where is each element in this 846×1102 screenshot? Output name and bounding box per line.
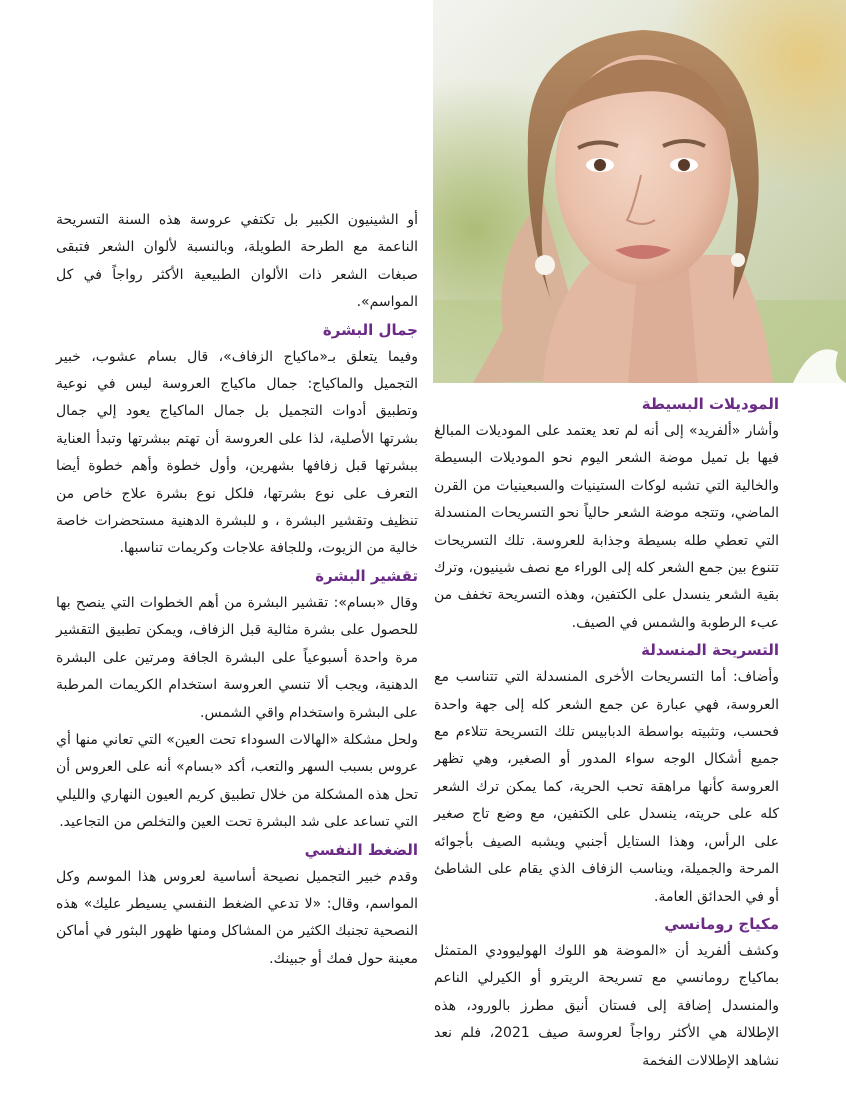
heading-skin-exfoliation: تقشير البشرة <box>315 566 418 585</box>
heading-stress: الضغط النفسي <box>304 840 418 859</box>
dark-circles-paragraph: ولحل مشكلة «الهالات السوداء تحت العين» التي تعاني منها أي عروس بسبب السهر والتعب، أكد «بسام» أنه على العروس أن تحل هذه المشكلة من خلال تطبيق كريم العيون النهاري والليلي التي تساعد على شد البشرة تحت العين والتخلص من التجاعيد. <box>56 731 418 831</box>
exfoliation-paragraph: وقال «بسام»: تقشير البشرة من أهم الخطوات التي ينصح بها للحصول على بشرة مثالية قبل الزفاف، ويمكن تطبيق التقشير مرة واحدة أسبوعياً على البشرة الجافة ومرتين على البشرة الدهنية، ويجب ألا تنسي العروسة استخدام الكريمات المرطبة على البشرة واستخدام واقي الشمس. <box>56 594 418 721</box>
heading-loose-hairstyle: التسريحة المنسدلة <box>641 641 779 660</box>
romantic-makeup-paragraph: وكشف ألفريد أن «الموضة هو اللوك الهوليوودي المتمثل بماكياج رومانسي مع تسريحة الريترو أو الكيرلي الناعم والمنسدل إضافة إلى فستان أنيق مطرز بالورود، هذه الإطلالة هي الأكثر رواجاً لعروسة صيف 2021، فلم نعد نشاهد الإطلالات الفخمة <box>434 942 780 1069</box>
bride-photo <box>433 0 846 383</box>
loose-hairstyle-paragraph: وأضاف: أما التسريحات الأخرى المنسدلة التي تتناسب مع العروسة، فهي عبارة عن جمع الشعر كله إلى جهة واحدة فحسب، وتثبيته بواسطة الدبابيس تلك التسريحة تتلاءم مع جميع أشكال الوجه سواء المدور أو الصغير، وهي تظهر العروسة كأنها مراهقة تحب الحرية، كما يمكن ترك الشعر كله على حريته، ينسدل على الكتفين، مع وضع تاج صغير على الرأس، وهذا الستايل أجنبي ويشبه الصيف بأجوائه المرحة والجميلة، ويناسب الزفاف الذي يقام على الشاطئ أو في الحدائق العامة. <box>434 669 779 905</box>
simple-models-paragraph: وأشار «ألفريد» إلى أنه لم تعد يعتمد على الموديلات المبالغ فيها بل تميل موضة الشعر اليوم نحو الموديلات البسيطة والخالية التي تشبه لوكات الستينيات والسبعينيات من القرن الماضي، وتتجه موضة الشعر حالياً نحو التسريحات المنسدلة التي تعطي طله بسيطة وجذابة للعروسة. تلك التسريحات تتنوع بين جمع الشعر كله إلى الوراء مع نصف شينيون، وترك بقية الشعر ينسدل على الكتفين، وهذه التسريحة تخفف من عبء الرطوبة والشمس في الصيف. <box>434 423 779 631</box>
heading-skin-beauty: جمال البشرة <box>322 320 418 339</box>
bride-portrait-image <box>433 0 846 383</box>
heading-simple-models: الموديلات البسيطة <box>641 395 779 413</box>
intro-paragraph: أو الشينيون الكبير بل تكتفي عروسة هذه السنة التسريحة الناعمة مع الطرحة الطويلة، وبالنسبة لألوان الشعر فتبقى صبغات الشعر ذات الألوان الطبيعية الأكثر رواجاً في كل المواسم». <box>56 212 418 311</box>
left-column <box>56 207 418 973</box>
heading-romantic-makeup: مكياج رومانسي <box>664 914 779 933</box>
right-column <box>434 391 779 1075</box>
skin-beauty-paragraph: وفيما يتعلق بـ«ماكياج الزفاف»، قال بسام عشوب، خبير التجميل والماكياج: جمال ماكياج العروسة ليس في نوعية وتطبيق أدوات التجميل بل جمال الماكياج يعود إلي جمال بشرتها الأصلية، لذا على العروسة أن تهتم ببشرتها وتبدأ العناية ببشرتها قبل زفافها بشهرين، وأول خطوة وأهم خطوة أيضا التعرف على نوع بشرتها، فلكل نوع بشرة علاج خاص من تنظيف وتقشير البشرة ، و للبشرة الدهنية مستحضرات خاصة خالية من الزيوت، وللجافة علاجات وكريمات تناسبها. <box>56 348 418 557</box>
stress-paragraph: وقدم خبير التجميل نصيحة أساسية لعروس هذا الموسم وكل المواسم، وقال: «لا تدعي الضغط النفسي يسيطر عليك» هذه النصحية تجنبك الكثير من المشاكل ومنها ظهور البثور في أماكن معينة حول فمك أو جبينك. <box>56 868 418 967</box>
